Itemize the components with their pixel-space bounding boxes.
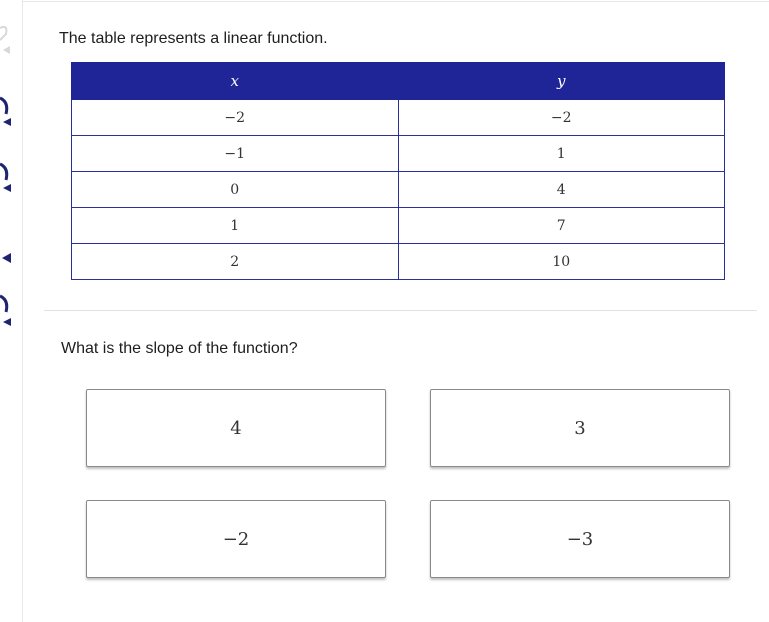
table-row [72,136,725,172]
table-cell-x: −2 [72,100,399,136]
table-row [72,172,725,208]
answer-choice-label: 3 [574,417,586,439]
table-cell-x: 0 [72,172,399,208]
partial-marker-icon [0,20,14,60]
table-cell-x: 1 [72,208,399,244]
table-header-row [72,63,725,100]
function-table [71,62,725,280]
answer-choice-label: 4 [230,417,242,439]
partial-marker-icon [0,242,14,272]
answer-choice-label: −2 [222,528,250,550]
column-header-x: x [72,63,399,100]
table-cell-y: 1 [398,136,725,172]
table-cell-y: 10 [398,244,725,280]
table-row [72,208,725,244]
table-row [72,100,725,136]
answer-choice-label: −3 [566,528,594,550]
answer-choice-4[interactable] [430,500,730,578]
partial-marker-icon [0,160,14,200]
left-gutter [0,0,23,622]
table-cell-x: 2 [72,244,399,280]
top-divider [22,1,769,2]
prompt-text: The table represents a linear function. [59,30,328,47]
table-cell-y: 4 [398,172,725,208]
column-header-y: y [398,63,725,100]
table-cell-y: −2 [398,100,725,136]
table-cell-x: −1 [72,136,399,172]
partial-marker-icon [0,292,14,332]
section-divider [44,310,757,311]
table-cell-y: 7 [398,208,725,244]
answer-choice-3[interactable] [86,500,386,578]
partial-marker-icon [0,94,14,134]
answer-choice-1[interactable] [86,389,386,467]
table-row [72,244,725,280]
question-text: What is the slope of the function? [61,340,298,357]
answer-choice-2[interactable] [430,389,730,467]
